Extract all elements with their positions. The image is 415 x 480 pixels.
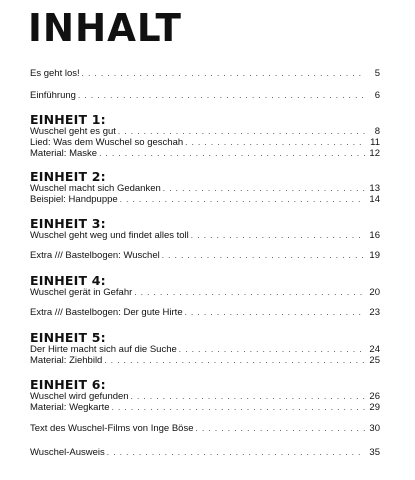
toc-entry-title: Extra /// Bastelbogen: Wuschel (30, 250, 160, 261)
toc-page-number: 8 (374, 126, 380, 137)
toc-entry-film-text (30, 423, 380, 434)
toc-page-number: 14 (369, 194, 380, 205)
toc-section-einheit-6 (30, 378, 380, 413)
toc-entry-extra-hirte (30, 307, 380, 318)
leader-dots (82, 68, 365, 79)
toc-section-einheit-5 (30, 331, 380, 366)
leader-dots (196, 423, 365, 434)
toc-entry-title: Es geht los! (30, 68, 80, 79)
toc-section-einheit-2 (30, 170, 380, 205)
section-heading: EINHEIT 2: (30, 169, 106, 184)
leader-dots (191, 230, 365, 241)
toc-page-number: 29 (369, 402, 380, 413)
leader-dots (131, 391, 365, 402)
toc-page-number: 5 (374, 68, 380, 79)
leader-dots (78, 90, 365, 101)
toc-entry-title: Wuschel macht sich Gedanken (30, 183, 161, 194)
toc-page-number: 25 (369, 355, 380, 366)
toc-entry-title: Text des Wuschel-Films von Inge Böse (30, 423, 194, 434)
toc-entry-title: Lied: Was dem Wuschel so geschah (30, 137, 184, 148)
toc-entry-ausweis (30, 447, 380, 458)
toc-entry-title: Wuschel geht es gut (30, 126, 116, 137)
leader-dots (185, 307, 365, 318)
leader-dots (162, 250, 365, 261)
toc-entry-title: Wuschel wird gefunden (30, 391, 129, 402)
leader-dots (104, 355, 365, 366)
section-heading: EINHEIT 4: (30, 273, 106, 288)
toc-page-number: 12 (369, 148, 380, 159)
toc-page-number: 35 (369, 447, 380, 458)
toc-entry-title: Einführung (30, 90, 76, 101)
toc-entry-title: Wuschel gerät in Gefahr (30, 287, 133, 298)
leader-dots (120, 194, 365, 205)
section-heading: EINHEIT 5: (30, 330, 106, 345)
toc-page-number: 20 (369, 287, 380, 298)
toc-entry-title: Material: Wegkarte (30, 402, 110, 413)
toc-page-number: 26 (369, 391, 380, 402)
toc-page-number: 24 (369, 344, 380, 355)
leader-dots (112, 402, 365, 413)
toc-entry-title: Der Hirte macht sich auf die Suche (30, 344, 177, 355)
toc-entry-title: Material: Maske (30, 148, 98, 159)
toc-section-einheit-3 (30, 217, 380, 241)
toc-section-einheit-4 (30, 274, 380, 298)
toc-page-number: 23 (369, 307, 380, 318)
leader-dots (134, 287, 365, 298)
toc-entry-title: Wuschel geht weg und findet alles toll (30, 230, 189, 241)
leader-dots (107, 447, 365, 458)
toc-entry-title: Beispiel: Handpuppe (30, 194, 118, 205)
toc-page-number: 16 (369, 230, 380, 241)
toc-entry-title: Material: Ziehbild (30, 355, 103, 366)
section-heading: EINHEIT 1: (30, 112, 106, 127)
toc-page-number: 13 (369, 183, 380, 194)
leader-dots (118, 126, 365, 137)
toc-entry-title: Extra /// Bastelbogen: Der gute Hirte (30, 307, 183, 318)
toc-page-number: 19 (369, 250, 380, 261)
leader-dots (179, 344, 365, 355)
toc-entry-title: Wuschel-Ausweis (30, 447, 105, 458)
toc-page-number: 6 (374, 90, 380, 101)
leader-dots (99, 148, 365, 159)
leader-dots (163, 183, 365, 194)
toc-page-number: 11 (370, 137, 380, 148)
toc-entry-extra-wuschel (30, 250, 380, 261)
leader-dots (185, 137, 365, 148)
toc-page-number: 30 (369, 423, 380, 434)
toc-entry-es-geht-los (30, 68, 380, 79)
toc-section-einheit-1 (30, 113, 380, 159)
section-heading: EINHEIT 3: (30, 216, 106, 231)
page-title: INHALT (28, 6, 182, 50)
toc-entry-einfuehrung (30, 90, 380, 101)
section-heading: EINHEIT 6: (30, 377, 106, 392)
